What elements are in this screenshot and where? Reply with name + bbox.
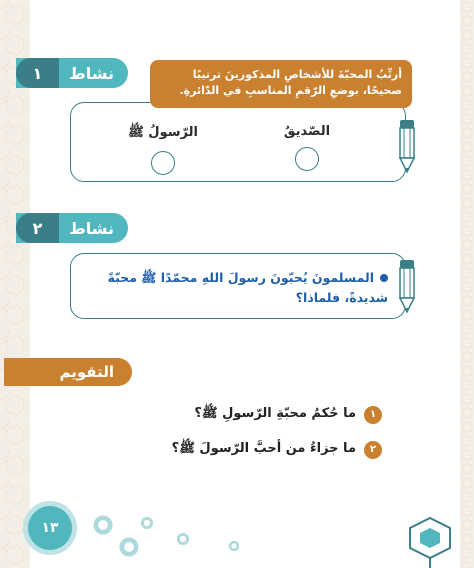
- activity-2-question-text: المسلمونَ يُحبّونَ رسولَ اللهِ محمّدًا ﷺ محبّةً شديدةً، فلماذا؟: [107, 270, 388, 305]
- question-number-2: ٢: [364, 441, 382, 459]
- evaluation-question-2-text: ما جزاءُ من أحبَّ الرّسولَ ﷺ؟: [171, 441, 356, 456]
- activity-1-header: [16, 58, 128, 88]
- flower-ornament-icon: [228, 540, 240, 552]
- flower-ornament-icon: [118, 536, 140, 558]
- person-messenger-label: الرّسولُ ﷺ: [128, 125, 198, 140]
- person-friend-label: الصّديقُ: [283, 124, 331, 139]
- bullet-icon: [380, 274, 388, 282]
- rank-circle-friend[interactable]: [295, 147, 319, 171]
- person-friend: [272, 124, 342, 171]
- flower-ornament-icon: [140, 516, 154, 530]
- flower-ornament-icon: [92, 514, 114, 536]
- activity-1-label: نشاط: [69, 63, 114, 83]
- evaluation-title: التقويم: [59, 363, 114, 381]
- pencil-icon: [396, 118, 418, 174]
- corner-ornament-icon: [390, 508, 460, 568]
- evaluation-header: [4, 358, 132, 386]
- pencil-icon: [396, 258, 418, 314]
- activity-2-number: ٢: [16, 213, 59, 243]
- activity-1-instruction: أرتِّبُ المحبّةَ للأشخاصِ المذكورينَ ترتيبًا صحيحًا، بوضعِ الرّقمِ المناسبِ في الدّائرةِ.: [150, 60, 412, 108]
- page-number: ١٣: [28, 506, 72, 550]
- evaluation-question-2: [172, 440, 382, 459]
- activity-2-question: [80, 268, 388, 308]
- right-decorative-strip: [460, 0, 474, 568]
- rank-circle-messenger[interactable]: [151, 151, 175, 175]
- evaluation-question-1: [194, 405, 382, 424]
- activity-1-number: ١: [16, 58, 59, 88]
- question-number-1: ١: [364, 406, 382, 424]
- evaluation-question-1-text: ما حُكمُ محبّةِ الرّسولِ ﷺ؟: [194, 406, 356, 421]
- activity-2-header: [16, 213, 128, 243]
- flower-ornament-icon: [176, 532, 190, 546]
- person-messenger: [118, 124, 208, 175]
- activity-2-label: نشاط: [69, 218, 114, 238]
